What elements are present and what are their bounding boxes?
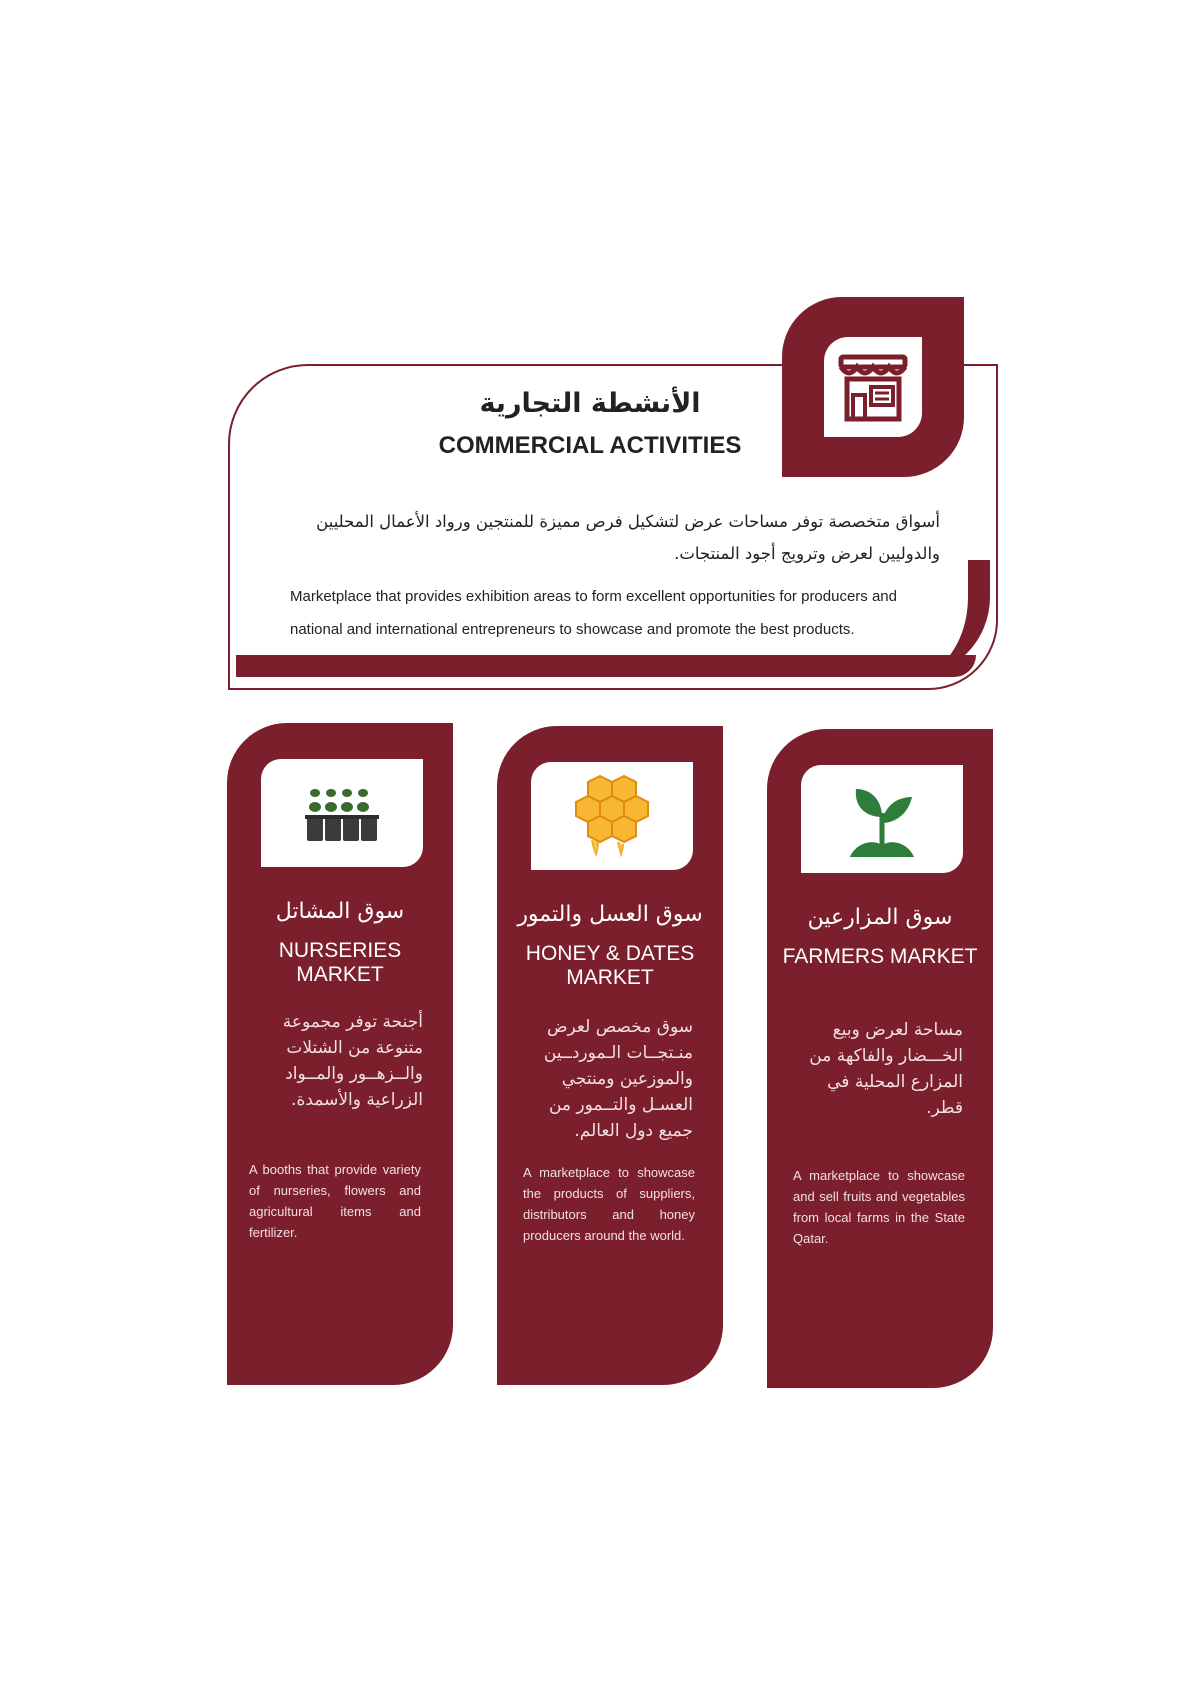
- honey-dates-market-card: [497, 726, 723, 1385]
- honey-dates-description-english: A marketplace to showcase the products of suppliers, distributors and honey producers around the world.: [523, 1165, 695, 1243]
- farmers-title-english: FARMERS MARKET: [782, 945, 978, 968]
- farmers-description-english: A marketplace to showcase and sell fruits and vegetables from local farms in the State Qatar.: [793, 1168, 965, 1246]
- honeycomb-icon: [531, 762, 693, 870]
- honey-dates-title-english: HONEY & DATES MARKET: [525, 942, 695, 989]
- honey-dates-title-arabic: سوق العسل والتمور: [517, 902, 703, 927]
- farmers-market-card: [767, 729, 993, 1388]
- section-title-arabic: الأنشطة التجارية: [479, 388, 701, 419]
- farmers-title-arabic: سوق المزارعين: [807, 905, 953, 930]
- section-title-english: COMMERCIAL ACTIVITIES: [438, 432, 742, 459]
- nurseries-description-english: A booths that provide variety of nurseries, flowers and agricultural items and fertilizer.: [249, 1162, 421, 1240]
- section-description-english: Marketplace that provides exhibition areas to form excellent opportunities for producers and national and international entrepreneurs to showcase and promote the best products.: [290, 588, 897, 638]
- farmers-description-arabic: مساحة لعرض وبيع الخـــضار والفاكهة من المزارع المحلية في قطر.: [809, 1020, 963, 1118]
- section-description-arabic: أسواق متخصصة توفر مساحات عرض لتشكيل فرص مميزة للمنتجين ورواد الأعمال المحليين والدوليين لعرض وترويج أجود المنتجات.: [316, 512, 940, 563]
- nurseries-market-card: [227, 723, 453, 1385]
- shop-storefront-icon: [824, 337, 922, 437]
- seedling-trays-icon: [261, 759, 423, 867]
- nurseries-title-arabic: سوق المشاتل: [275, 899, 405, 924]
- nurseries-title-english: NURSERIES MARKET: [278, 939, 402, 986]
- sprout-icon: [801, 765, 963, 873]
- panel-bottom-bar: [236, 655, 976, 677]
- nurseries-description-arabic: أجنحة توفر مجموعة متنوعة من الشتلات والــزهــور والمــواد الزراعية والأسمدة.: [282, 1012, 423, 1110]
- honey-dates-description-arabic: سوق مخصص لعرض منـتجــات الـموردــين والموزعين ومنتجي العسـل والتــمور من جميع دول العالم.: [543, 1017, 693, 1141]
- header-icon-box: [782, 297, 964, 477]
